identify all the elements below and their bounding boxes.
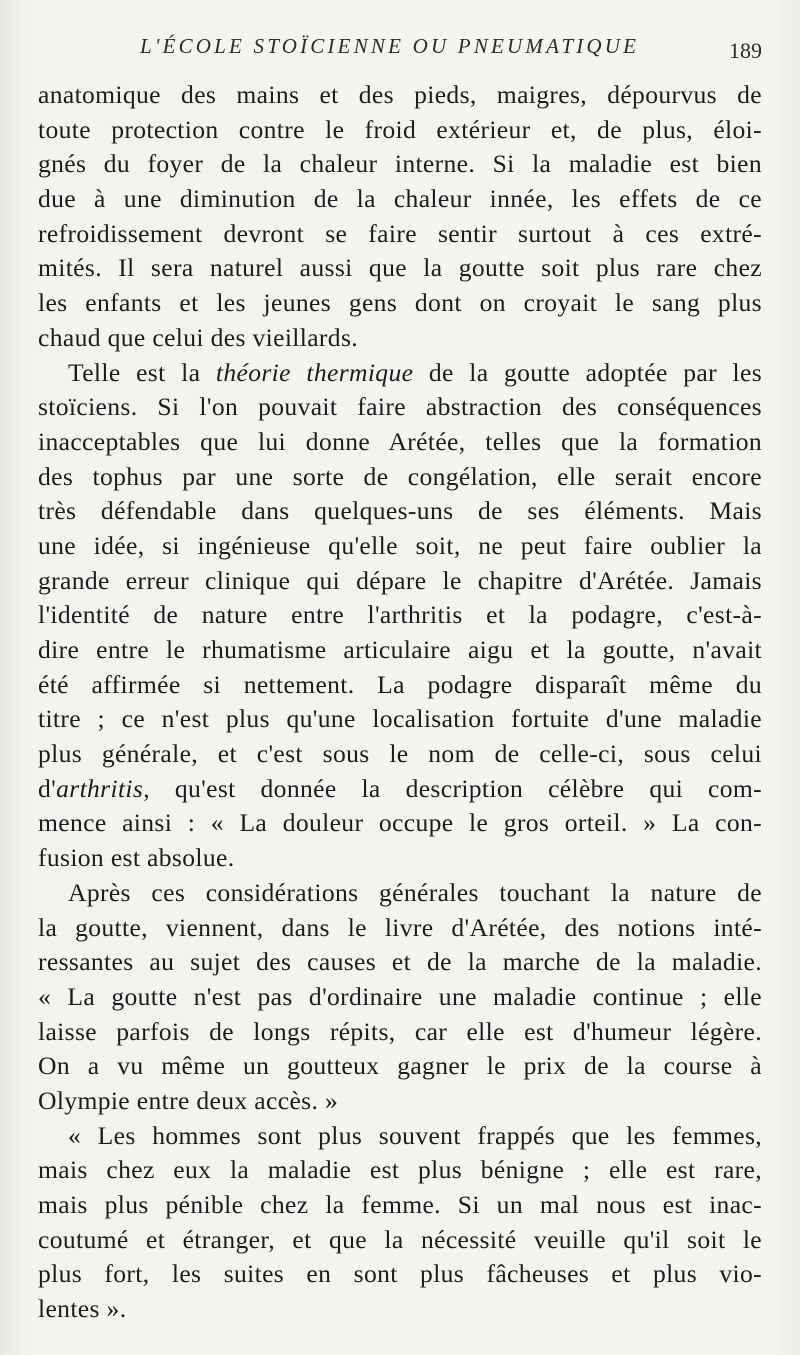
text-run: d'	[38, 773, 57, 803]
text-line: toute protection contre le froid extérieur et, de plus, éloi-	[38, 114, 762, 144]
running-head	[40, 30, 762, 70]
text-line: plus générale, et c'est sous le nom de celle-ci, sous celui	[38, 739, 762, 769]
text-line: l'identité de nature entre l'arthritis et la podagre, c'est-à-	[38, 600, 762, 630]
text-line: titre ; ce n'est plus qu'une localisation fortuite d'une maladie	[38, 704, 762, 734]
text-line: mence ainsi : « La douleur occupe le gros orteil. » La con-	[38, 808, 762, 838]
text-line: été affirmée si nettement. La podagre disparaît même du	[38, 669, 762, 699]
text-line: stoïciens. Si l'on pouvait faire abstraction des conséquences	[38, 392, 762, 422]
text-run: , qu'est donnée la description célèbre qui com-	[143, 773, 762, 803]
text-line: inacceptables que lui donne Arétée, telles que la formation	[38, 426, 762, 456]
text-line: Olympie entre deux accès. »	[38, 1085, 339, 1115]
text-line	[38, 356, 762, 391]
text-line: mais plus pénible chez la femme. Si un mal nous est inac-	[38, 1190, 762, 1219]
text-line: On a vu même un goutteux gagner le prix de la course à	[38, 1051, 762, 1081]
text-line: due à une diminution de la chaleur innée, les effets de ce	[38, 184, 762, 214]
text-line: Après ces considérations générales touchant la nature de	[68, 877, 762, 907]
paragraph	[38, 356, 762, 876]
body-text	[38, 78, 762, 1327]
text-line: coutumé et étranger, et que la nécessité veuille qu'il soit le	[38, 1224, 762, 1254]
text-run: de la goutte adoptée par les	[413, 357, 762, 387]
text-line: lentes ».	[38, 1294, 127, 1324]
text-line	[38, 772, 762, 807]
italic-term: arthritis	[56, 773, 144, 803]
text-line: mais chez eux la maladie est plus bénigne ; elle est rare,	[38, 1155, 762, 1185]
text-line: grande erreur clinique qui dépare le chapitre d'Arétée. Jamais	[38, 565, 762, 595]
page-number: 189	[729, 38, 762, 63]
text-line: des tophus par une sorte de congélation, elle serait encore	[38, 461, 762, 491]
paragraph	[38, 78, 762, 356]
text-line: anatomique des mains et des pieds, maigres, dépourvus de	[38, 80, 762, 109]
text-line: très défendable dans quelques-uns de ses éléments. Mais	[38, 496, 762, 526]
text-line: gnés du foyer de la chaleur interne. Si la maladie est bien	[38, 149, 762, 179]
text-line: les enfants et les jeunes gens dont on croyait le sang plus	[38, 288, 762, 318]
text-line: mités. Il sera naturel aussi que la goutte soit plus rare chez	[38, 253, 762, 283]
text-line: refroidissement devront se faire sentir surtout à ces extré-	[38, 218, 762, 248]
text-line: ressantes au sujet des causes et de la marche de la maladie.	[38, 947, 762, 977]
text-line: plus fort, les suites en sont plus fâcheuses et plus vio-	[38, 1259, 762, 1289]
italic-term: théorie thermique	[215, 357, 414, 387]
text-line: une idée, si ingénieuse qu'elle soit, ne peut faire oublier la	[38, 530, 762, 560]
text-line: dire entre le rhumatisme articulaire aigu et la goutte, n'avait	[38, 635, 762, 664]
text-line: chaud que celui des vieillards.	[38, 322, 358, 352]
running-title: L'ÉCOLE STOÏCIENNE OU PNEUMATIQUE	[140, 34, 640, 58]
text-run: Telle est la	[68, 357, 216, 387]
text-line: fusion est absolue.	[38, 843, 235, 873]
paragraph	[38, 1119, 762, 1327]
text-line: laisse parfois de longs répits, car elle est d'humeur légère.	[38, 1016, 762, 1046]
paragraph	[38, 876, 762, 1119]
text-line: la goutte, viennent, dans le livre d'Arétée, des notions inté-	[38, 912, 762, 942]
text-line: « Les hommes sont plus souvent frappés que les femmes,	[68, 1120, 762, 1150]
text-line: « La goutte n'est pas d'ordinaire une maladie continue ; elle	[38, 981, 762, 1011]
